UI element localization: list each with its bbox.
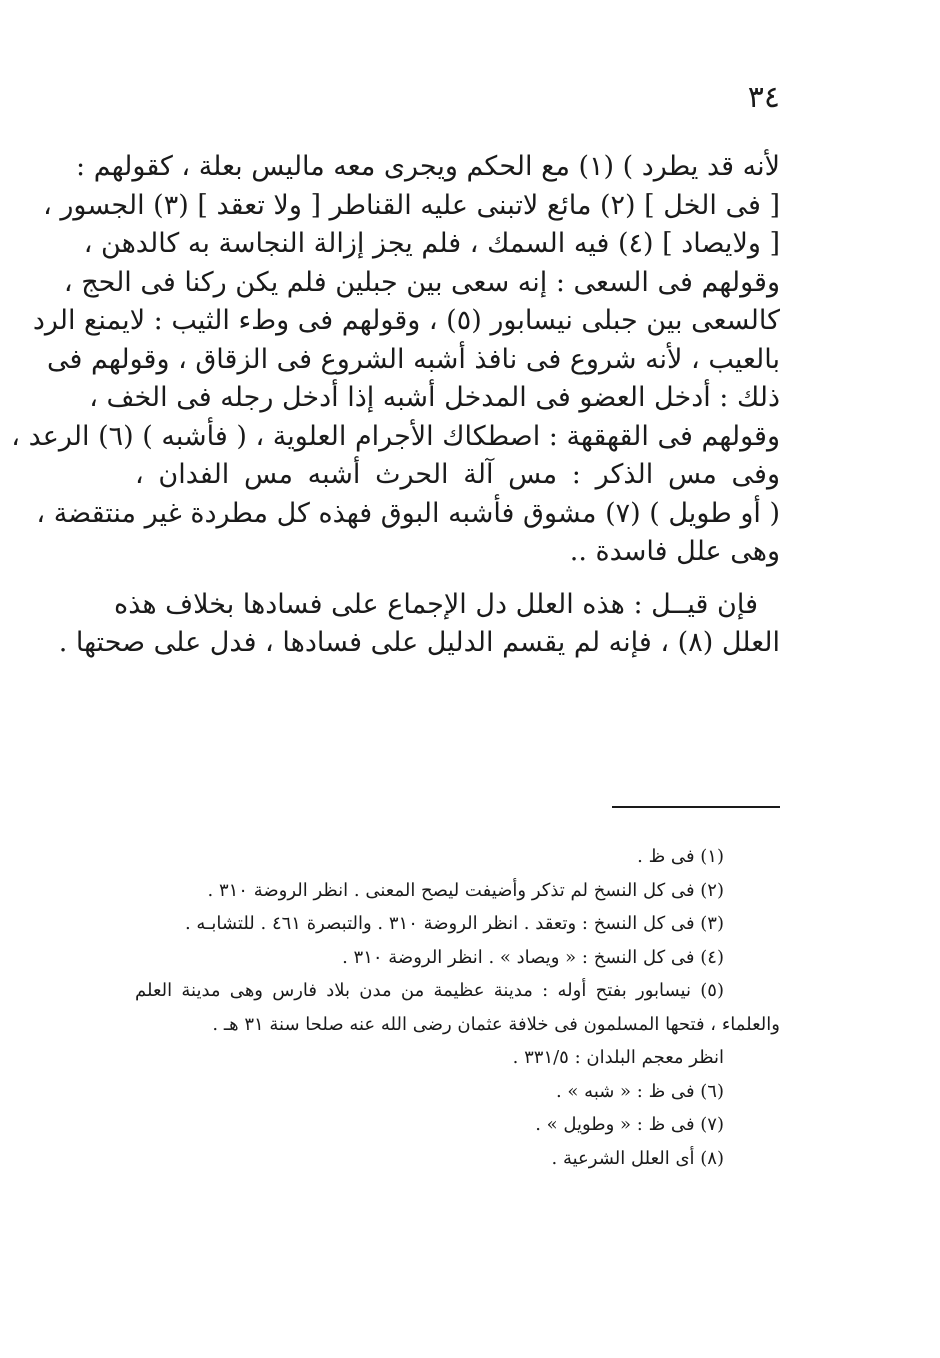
footnote-divider	[612, 806, 780, 808]
footnote-2: (٢) فى كل النسخ لم تذكر وأضيفت ليصح المعنى . انظر الروضة ٣١٠ .	[207, 879, 724, 901]
footnote-5-reference: انظر معجم البلدان : ٣٣١/٥ .	[512, 1047, 724, 1068]
text-line: وهى علل فاسدة ..	[569, 536, 780, 567]
text-line: فإن قيــل : هذه العلل دل الإجماع على فسادها بخلاف هذه	[114, 588, 758, 620]
footnote-6: (٦) فى ظ : « شبه » .	[555, 1080, 724, 1102]
footnote-5: (٥) نيسابور بفتح أوله : مدينة عظيمة من مدن بلاد فارس وهى مدينة العلم	[135, 980, 724, 1001]
main-text	[11, 148, 780, 663]
page-number: ٣٤	[747, 80, 780, 115]
text-line: [ ولايصاد ] (٤) فيه السمك ، فلم يجز إزالة النجاسة به كالدهن ،	[83, 228, 780, 259]
text-line: وقولهم فى السعى : إنه سعى بين جبلين فلم يكن ركنا فى الحج ،	[63, 266, 780, 298]
text-line: ( أو طويل ) (٧) مشوق فأشبه البوق فهذه كل مطردة غير منتقضة ،	[36, 497, 780, 529]
text-line: العلل (٨) ، فإنه لم يقسم الدليل على فسادها ، فدل على صحتها .	[58, 627, 780, 658]
footnote-8: (٨) أى العلل الشرعية .	[551, 1147, 724, 1169]
footnote-1: (١) فى ظ .	[637, 846, 724, 867]
text-line: لأنه قد يطرد ) (١) مع الحكم ويجرى معه ماليس بعلة ، كقولهم :	[76, 151, 780, 182]
text-line: وفى مس الذكر : مس آلة الحرث أشبه مس الفدان ،	[135, 459, 780, 490]
text-line: كالسعى بين جبلى نيسابور (٥) ، وقولهم فى وطء الثيب : لايمنع الرد	[32, 305, 780, 336]
text-line: ذلك : أدخل العضو فى المدخل أشبه إذا أدخل رجله فى الخف ،	[89, 382, 780, 413]
text-line: بالعيب ، لأنه شروع فى نافذ أشبه الشروع فى الزقاق ، وقولهم فى	[46, 343, 780, 375]
paragraph-1	[11, 148, 780, 572]
footnotes	[135, 840, 780, 1175]
footnote-4: (٤) فى كل النسخ : « ويصاد » . انظر الروضة ٣١٠ .	[342, 946, 724, 968]
text-line: وقولهم فى القهقهة : اصطكاك الأجرام العلوية ، ( فأشبه ) (٦) الرعد ،	[11, 420, 780, 452]
paragraph-2	[58, 586, 780, 663]
footnote-5-continued: والعلماء ، فتحها المسلمون فى خلافة عثمان رضى الله عنه صلحا سنة ٣١ هـ .	[212, 1013, 780, 1035]
text-line: [ فى الخل ] (٢) مائع لاتبنى عليه القناطر [ ولا تعقد ] (٣) الجسور ،	[43, 189, 780, 221]
footnote-7: (٧) فى ظ : « وطويل » .	[535, 1114, 724, 1135]
footnote-3: (٣) فى كل النسخ : وتعقد . انظر الروضة ٣١٠ . والتبصرة ٤٦١ . للتشابـه .	[184, 913, 724, 934]
